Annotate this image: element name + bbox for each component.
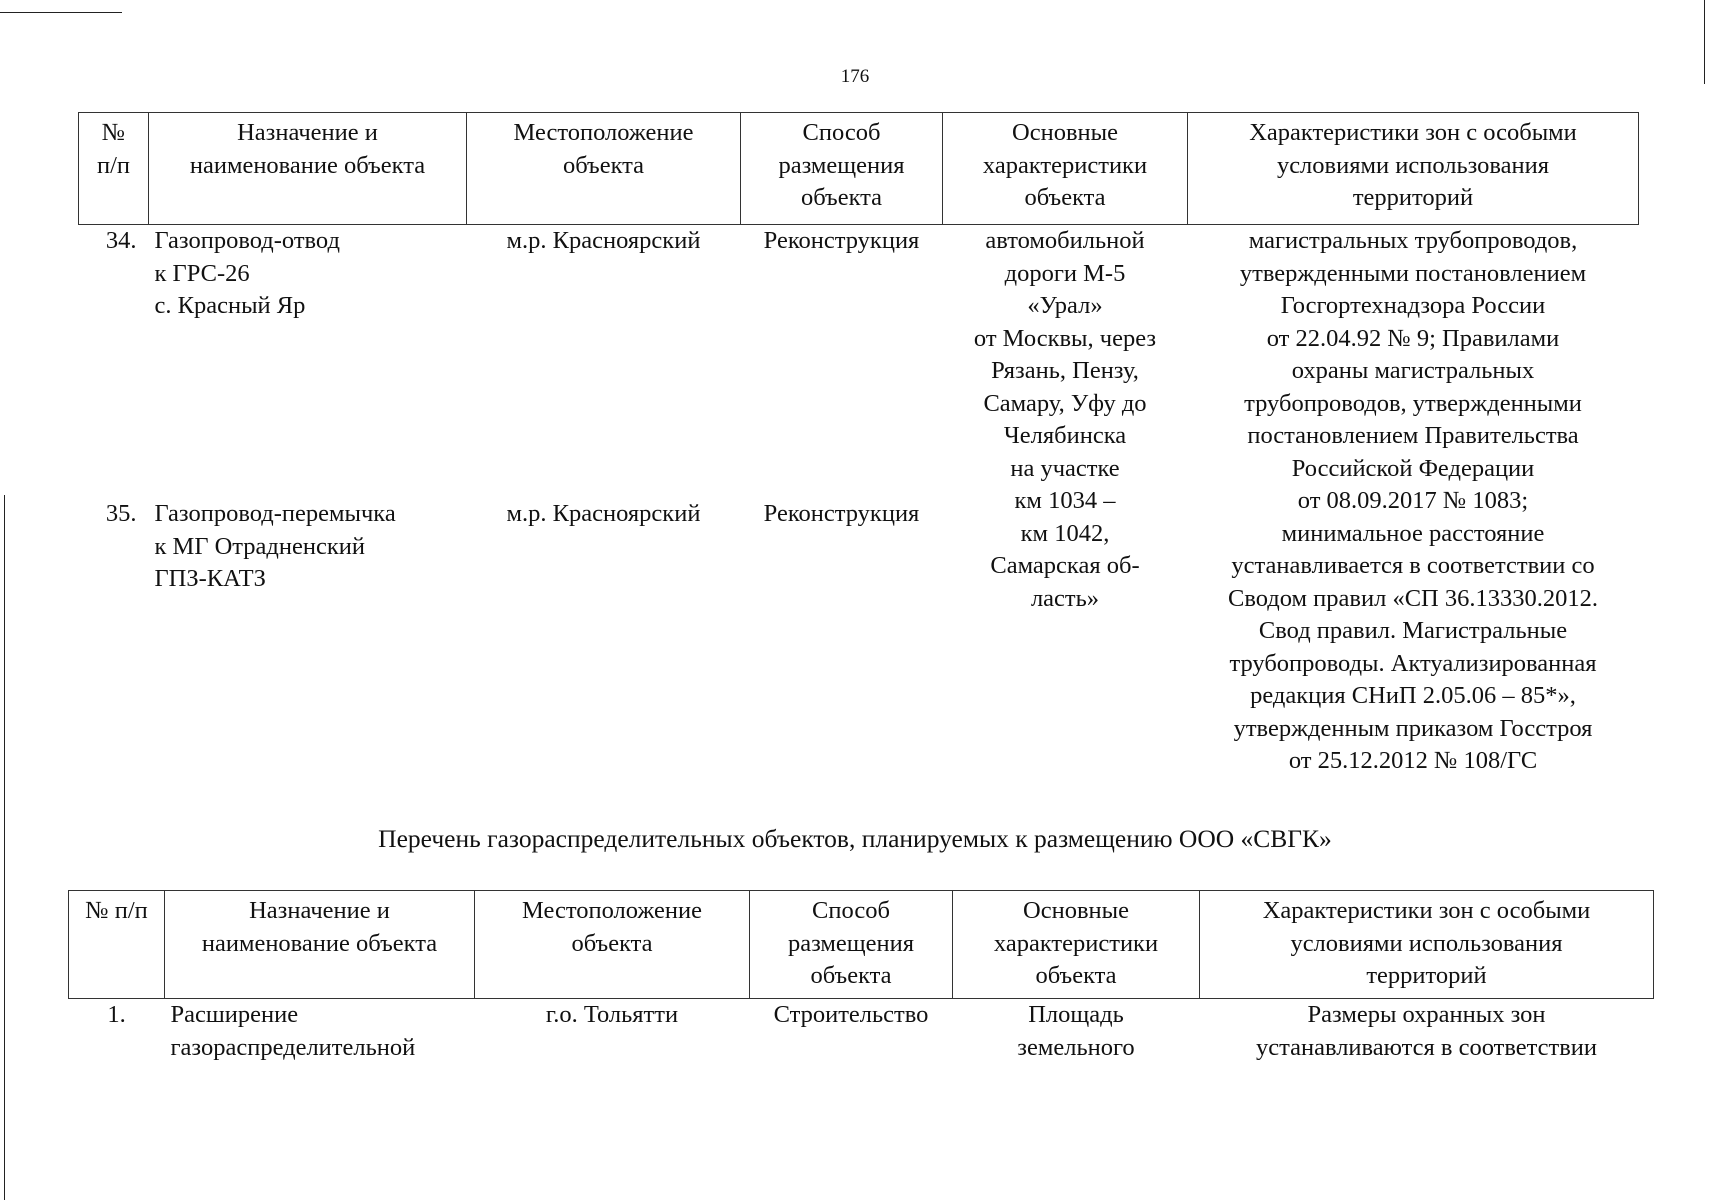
header-characteristics: Основные характеристики объекта [953, 891, 1200, 999]
row-zones: магистральных трубопроводов, утвержденными постановлением Госгортехнадзора России от 22.04.92 № 9; Правилами охраны магистральных трубопроводов, утвержденными постановлением Правительства Российской Федерации от 08.09.2017 № 1083; минимальное расстояние устанавливается в соответствии со Сводом правил «СП 36.13330.2012. Свод правил. Магистральные трубопроводы. Актуализированная редакция СНиП 2.05.06 – 85*», утвержденным приказом Госстроя от 25.12.2012 № 108/ГС [1228, 227, 1598, 774]
header-zones: Характеристики зон с особыми условиями использования территорий [1200, 891, 1654, 999]
table-pipelines [78, 112, 1639, 778]
table-row [79, 225, 1639, 489]
row-location: м.р. Красноярский [506, 500, 701, 528]
table-row [69, 999, 1654, 1065]
row-zones: Размеры охранных зон устанавливаются в соответствии [1255, 1001, 1598, 1061]
scan-edge-mark-top [0, 12, 122, 13]
row-method: Строительство [773, 1001, 929, 1028]
row-number: 34. [105, 227, 137, 254]
header-location: Местоположение объекта [475, 891, 750, 999]
header-method: Способ размещения объекта [741, 113, 943, 225]
header-location: Местоположение объекта [467, 113, 741, 225]
table-header-row [79, 113, 1639, 225]
header-method: Способ размещения объекта [750, 891, 953, 999]
header-zones: Характеристики зон с особыми условиями использования территорий [1188, 113, 1639, 225]
table-header-row [69, 891, 1654, 999]
row-number: 1. [107, 1001, 126, 1028]
row-characteristics: Площадь земельного [1017, 1001, 1135, 1061]
table-gas-distribution [68, 890, 1654, 1064]
header-name: Назначение и наименование объекта [149, 113, 467, 225]
header-characteristics: Основные характеристики объекта [943, 113, 1188, 225]
row-location: г.о. Тольятти [545, 1001, 679, 1028]
row-object-name: Газопровод-перемычка к МГ Отрадненский ГПЗ-КАТЗ [154, 500, 396, 593]
row-number: 35. [105, 500, 137, 528]
header-number: № п/п [79, 113, 149, 225]
row-object-name: Расширение газораспределительной [170, 1001, 416, 1061]
header-name: Назначение и наименование объекта [165, 891, 475, 999]
row-location: м.р. Красноярский [506, 227, 701, 254]
row-method: Реконструкция [763, 500, 920, 528]
row-characteristics: автомобильной дороги М-5 «Урал» от Москвы, через Рязань, Пензу, Самару, Уфу до Челябинска на участке км 1034 – км 1042, Самарская об- ласть» [973, 227, 1157, 612]
page-number: 176 [840, 66, 870, 87]
row-method: Реконструкция [763, 227, 920, 254]
section-title: Перечень газораспределительных объектов, планируемых к размещению ООО «СВГК» [378, 824, 1332, 853]
row-object-name: Газопровод-отвод к ГРС-26 с. Красный Яр [154, 227, 340, 319]
header-number: № п/п [69, 891, 165, 999]
